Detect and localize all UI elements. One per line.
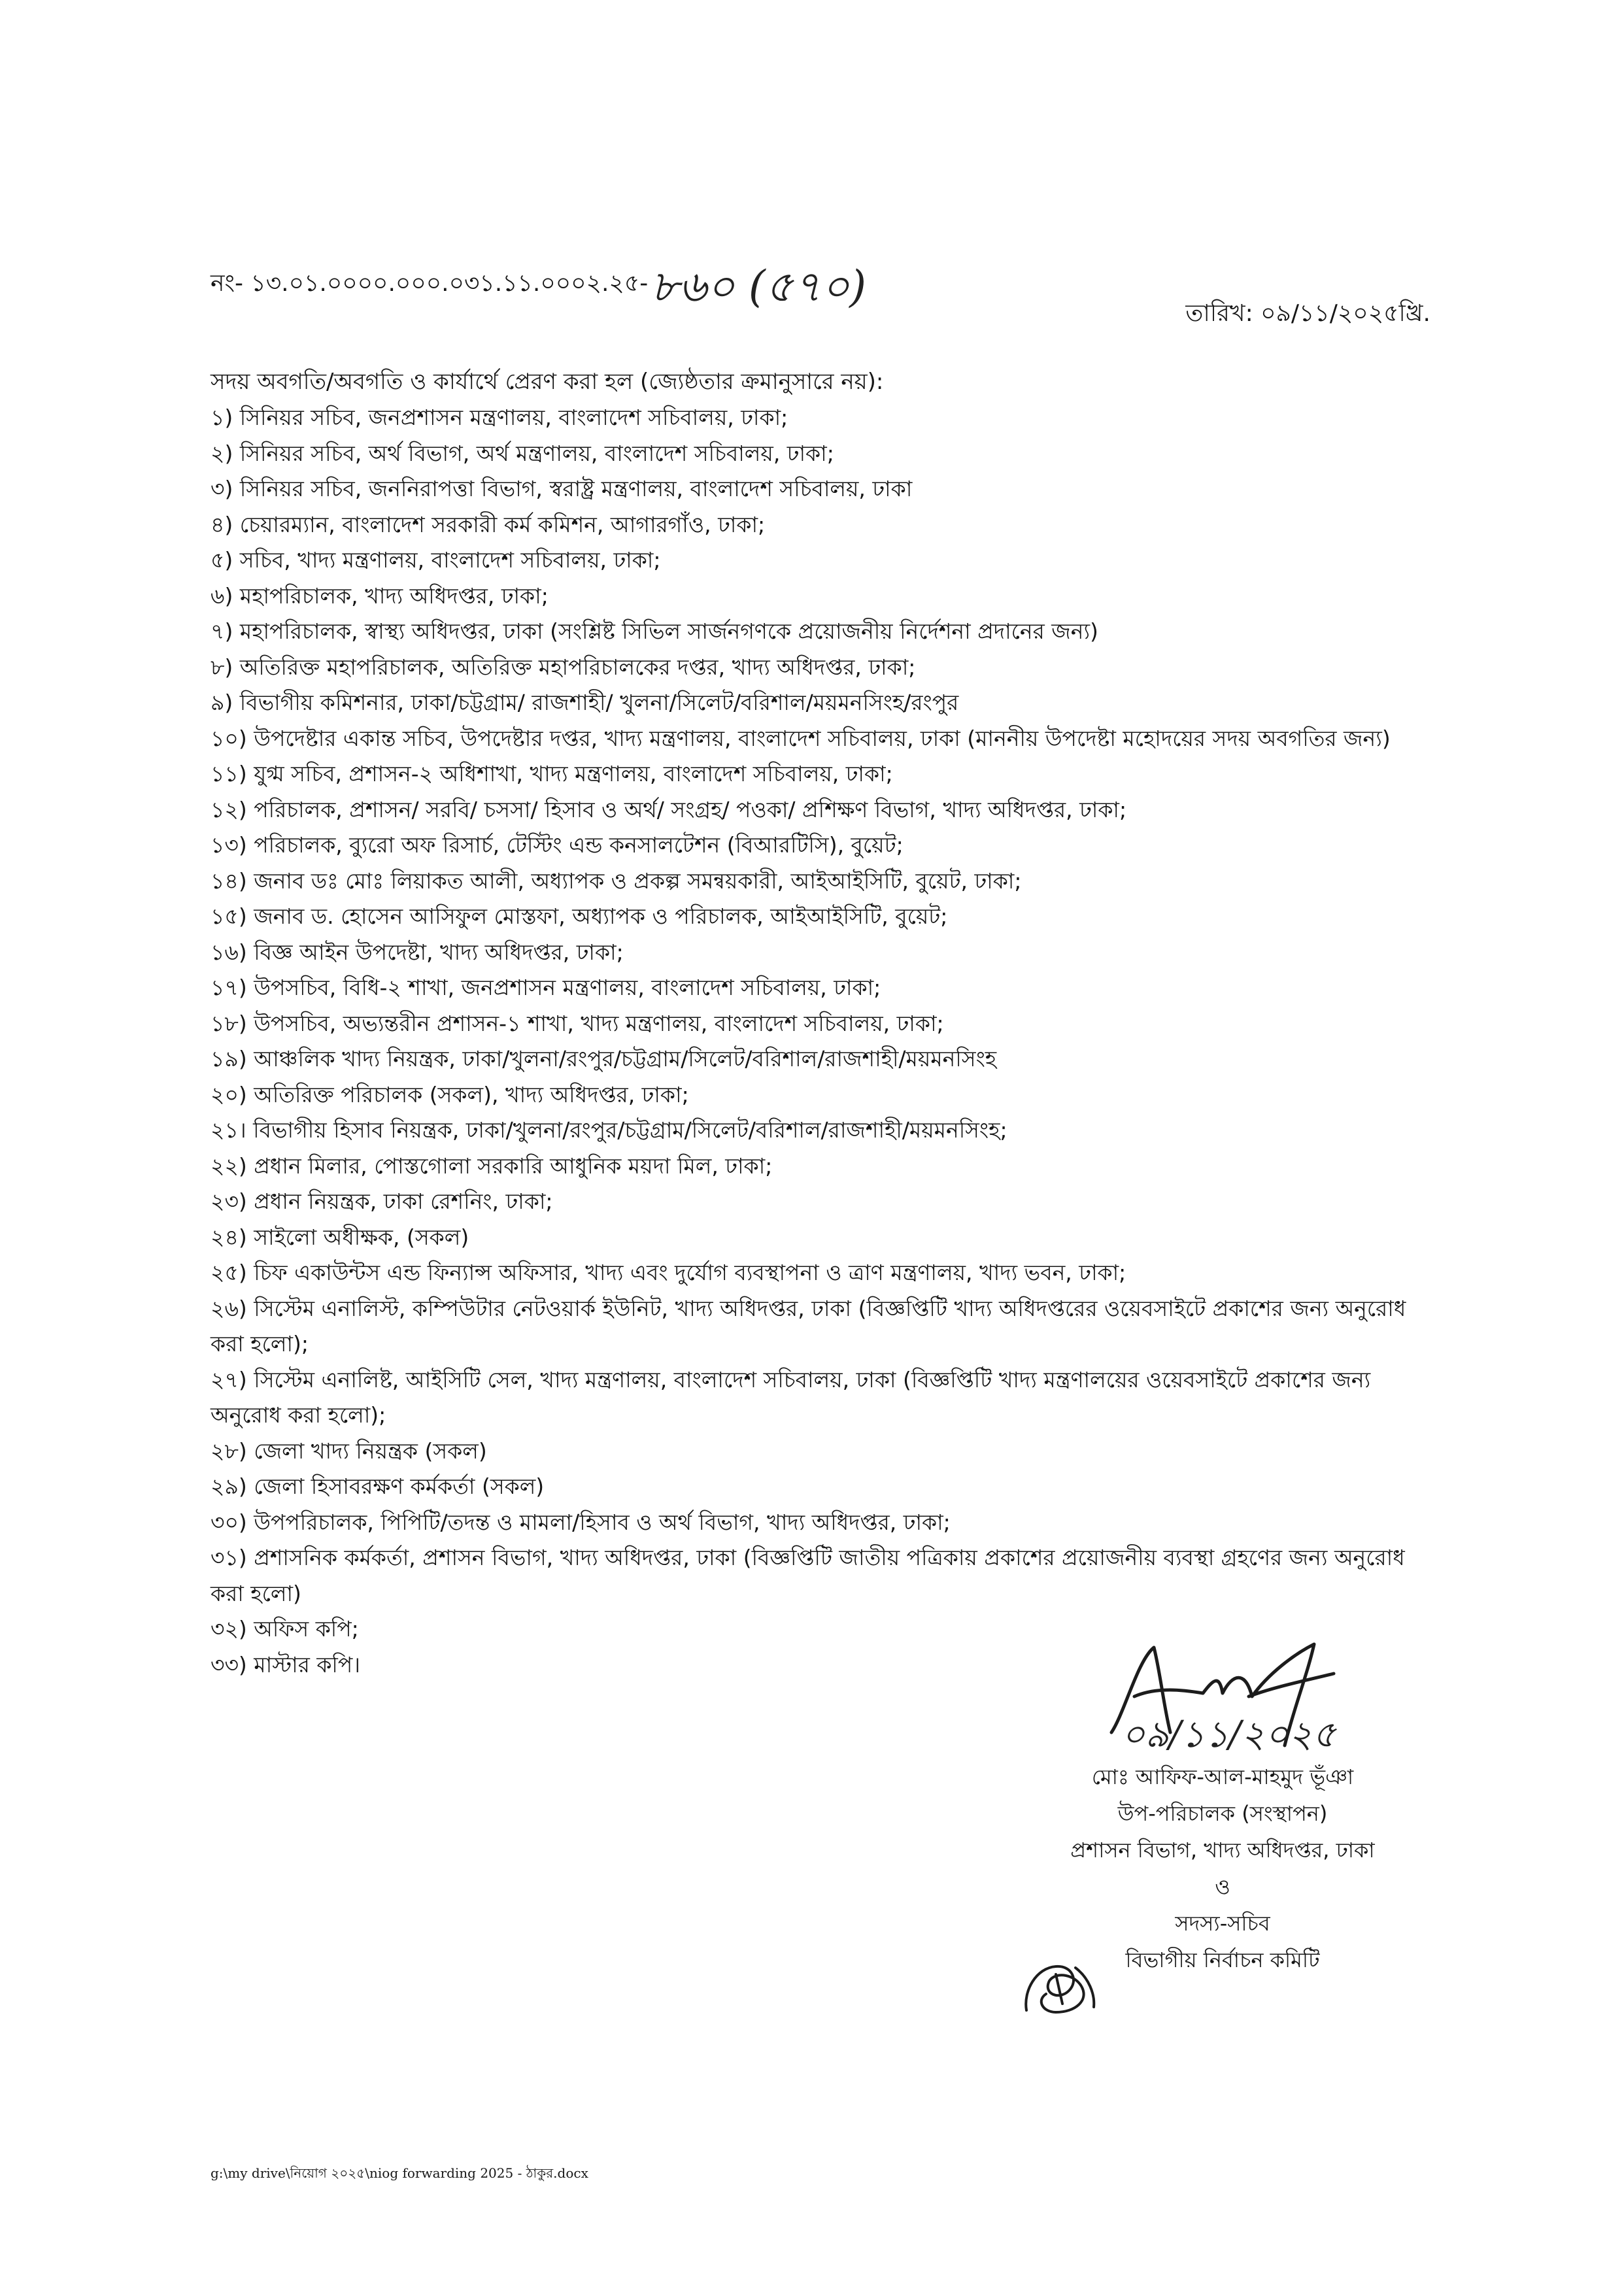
- signatory-block: [1026, 1759, 1419, 1978]
- recipient-item: ২৫) চিফ একাউন্টস এন্ড ফিন্যান্স অফিসার, খাদ্য এবং দুর্যোগ ব্যবস্থাপনা ও ত্রাণ মন্ত্রণালয়, খাদ্য ভবন, ঢাকা;: [211, 1260, 1126, 1285]
- recipient-item: ২২) প্রধান মিলার, পোস্তগোলা সরকারি আধুনিক ময়দা মিল, ঢাকা;: [211, 1153, 773, 1179]
- recipient-item: ২৬) সিস্টেম এনালিস্ট, কম্পিউটার নেটওয়ার্ক ইউনিট, খাদ্য অধিদপ্তর, ঢাকা (বিজ্ঞপ্তিটি খাদ্য অধিদপ্তরের ওয়েবসাইটে প্রকাশের জন্য অনুরোধ করা হলো);: [211, 1295, 1406, 1357]
- signatory-committee: বিভাগীয় নির্বাচন কমিটি: [1125, 1948, 1320, 1972]
- memo-reference-handwritten: ৮৬০ (৫৭০): [651, 261, 866, 312]
- recipient-item: ৯) বিভাগীয় কমিশনার, ঢাকা/চট্টগ্রাম/ রাজশাহী/ খুলনা/সিলেট/বরিশাল/ময়মনসিংহ/রংপুর: [211, 690, 959, 715]
- recipient-item: ২৮) জেলা খাদ্য নিয়ন্ত্রক (সকল): [211, 1438, 487, 1464]
- signatory-conjunction: ও: [1215, 1874, 1230, 1899]
- file-path-footer: g:\my drive\নিয়োগ ২০২৫\niog forwarding 2025 - ঠাকুর.docx: [211, 2165, 588, 2181]
- recipient-item: ১৪) জনাব ডঃ মোঃ লিয়াকত আলী, অধ্যাপক ও প্রকল্প সমন্বয়কারী, আইআইসিটি, বুয়েট, ঢাকা;: [211, 868, 1022, 894]
- memo-reference-printed: নং- ১৩.০১.০০০০.০০০.০৩১.১১.০০০২.২৫-: [211, 270, 649, 297]
- recipient-item: ১৬) বিজ্ঞ আইন উপদেষ্টা, খাদ্য অধিদপ্তর, ঢাকা;: [211, 939, 624, 965]
- signatory-designation: উপ-পরিচালক (সংস্থাপন): [1117, 1801, 1328, 1826]
- signatory-name: মোঃ আফিফ-আল-মাহমুদ ভূঁঞা: [1091, 1764, 1354, 1789]
- recipient-item: ২০) অতিরিক্ত পরিচালক (সকল), খাদ্য অধিদপ্তর, ঢাকা;: [211, 1081, 689, 1107]
- signatory-role: সদস্য-সচিব: [1175, 1911, 1270, 1936]
- recipient-item: ১১) যুগ্ম সচিব, প্রশাসন-২ অধিশাখা, খাদ্য মন্ত্রণালয়, বাংলাদেশ সচিবালয়, ঢাকা;: [211, 761, 893, 786]
- recipient-item: ২৭) সিস্টেম এনালিষ্ট, আইসিটি সেল, খাদ্য মন্ত্রণালয়, বাংলাদেশ সচিবালয়, ঢাকা (বিজ্ঞপ্তিটি খাদ্য মন্ত্রণালয়ের ওয়েবসাইটে প্রকাশের জন্য অনুরোধ করা হলো);: [211, 1366, 1371, 1428]
- recipient-item: ১) সিনিয়র সচিব, জনপ্রশাসন মন্ত্রণালয়, বাংলাদেশ সচিবালয়, ঢাকা;: [211, 405, 788, 430]
- recipient-item: ৩০) উপপরিচালক, পিপিটি/তদন্ত ও মামলা/হিসাব ও অর্থ বিভাগ, খাদ্য অধিদপ্তর, ঢাকা;: [211, 1509, 951, 1535]
- recipient-item: ৭) মহাপরিচালক, স্বাস্থ্য অধিদপ্তর, ঢাকা (সংশ্লিষ্ট সিভিল সার্জনগণকে প্রয়োজনীয় নির্দেশনা প্রদানের জন্য): [211, 618, 1098, 644]
- recipient-item: ২৪) সাইলো অধীক্ষক, (সকল): [211, 1224, 469, 1250]
- recipient-list: [211, 400, 1433, 1683]
- recipient-item: ৬) মহাপরিচালক, খাদ্য অধিদপ্তর, ঢাকা;: [211, 582, 549, 609]
- memo-date: তারিখ: ০৯/১১/২০২৫খ্রি.: [1185, 300, 1430, 327]
- recipient-item: ৪) চেয়ারম্যান, বাংলাদেশ সরকারী কর্ম কমিশন, আগারগাঁও, ঢাকা;: [211, 511, 766, 537]
- recipient-item: ১৭) উপসচিব, বিধি-২ শাখা, জনপ্রশাসন মন্ত্রণালয়, বাংলাদেশ সচিবালয়, ঢাকা;: [211, 975, 881, 1000]
- recipient-item: ২) সিনিয়র সচিব, অর্থ বিভাগ, অর্থ মন্ত্রণালয়, বাংলাদেশ সচিবালয়, ঢাকা;: [211, 440, 834, 466]
- signatory-office: প্রশাসন বিভাগ, খাদ্য অধিদপ্তর, ঢাকা: [1070, 1838, 1375, 1863]
- recipient-item: ১৮) উপসচিব, অভ্যন্তরীন প্রশাসন-১ শাখা, খাদ্য মন্ত্রণালয়, বাংলাদেশ সচিবালয়, ঢাকা;: [211, 1010, 944, 1036]
- distribution-intro: সদয় অবগতি/অবগতি ও কার্যার্থে প্রেরণ করা হল (জ্যেষ্ঠতার ক্রমানুসারে নয়):: [211, 369, 884, 395]
- recipient-item: ১৯) আঞ্চলিক খাদ্য নিয়ন্ত্রক, ঢাকা/খুলনা/রংপুর/চট্টগ্রাম/সিলেট/বরিশাল/রাজশাহী/ময়মনসিংহ: [211, 1046, 997, 1071]
- recipient-item: ২৩) প্রধান নিয়ন্ত্রক, ঢাকা রেশনিং, ঢাকা;: [211, 1189, 553, 1214]
- recipient-item: ২৯) জেলা হিসাবরক্ষণ কর্মকর্তা (সকল): [211, 1474, 545, 1499]
- recipient-item: ১৫) জনাব ড. হোসেন আসিফুল মোস্তফা, অধ্যাপক ও পরিচালক, আইআইসিটি, বুয়েট;: [211, 903, 948, 929]
- recipient-item: ৩১) প্রশাসনিক কর্মকর্তা, প্রশাসন বিভাগ, খাদ্য অধিদপ্তর, ঢাকা (বিজ্ঞপ্তিটি জাতীয় পত্রিকায় প্রকাশের প্রয়োজনীয় ব্যবস্থা গ্রহণের জন্য অনুরোধ করা হলো): [211, 1545, 1405, 1606]
- recipient-item: ৩) সিনিয়র সচিব, জননিরাপত্তা বিভাগ, স্বরাষ্ট্র মন্ত্রণালয়, বাংলাদেশ সচিবালয়, ঢাকা: [211, 476, 913, 501]
- recipient-item: ১৩) পরিচালক, ব্যুরো অফ রিসার্চ, টেস্টিং এন্ড কনসালটেশন (বিআরটিসি), বুয়েট;: [211, 832, 904, 858]
- memo-reference-number: [211, 261, 866, 312]
- recipient-item: ৫) সচিব, খাদ্য মন্ত্রণালয়, বাংলাদেশ সচিবালয়, ঢাকা;: [211, 547, 661, 573]
- recipient-item: ১০) উপদেষ্টার একান্ত সচিব, উপদেষ্টার দপ্তর, খাদ্য মন্ত্রণালয়, বাংলাদেশ সচিবালয়, ঢাকা (মাননীয় উপদেষ্টা মহোদয়ের সদয় অবগতির জন্য): [211, 725, 1391, 751]
- recipient-item: ১২) পরিচালক, প্রশাসন/ সরবি/ চসসা/ হিসাব ও অর্থ/ সংগ্রহ/ পওকা/ প্রশিক্ষণ বিভাগ, খাদ্য অধিদপ্তর, ঢাকা;: [211, 796, 1127, 822]
- recipient-item: ৮) অতিরিক্ত মহাপরিচালক, অতিরিক্ত মহাপরিচালকের দপ্তর, খাদ্য অধিদপ্তর, ঢাকা;: [211, 654, 916, 680]
- recipient-item: ৩২) অফিস কপি;: [211, 1616, 359, 1642]
- handwritten-initial: [1017, 1955, 1108, 2020]
- recipient-item: ৩৩) মাস্টার কপি।: [211, 1651, 361, 1678]
- signature-date: ০৯/১১/২০২৫: [1121, 1713, 1336, 1756]
- recipient-item: ২১। বিভাগীয় হিসাব নিয়ন্ত্রক, ঢাকা/খুলনা/রংপুর/চট্টগ্রাম/সিলেট/বরিশাল/রাজশাহী/ময়মনসিংহ;: [211, 1117, 1007, 1143]
